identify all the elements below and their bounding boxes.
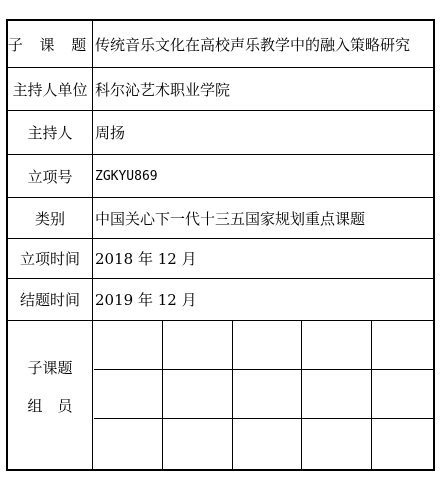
members-label xyxy=(8,321,93,469)
member-cell xyxy=(302,370,372,419)
member-cell xyxy=(302,321,372,370)
member-cell xyxy=(94,321,163,370)
host-row xyxy=(8,111,433,155)
member-cell xyxy=(94,370,163,419)
members-label-line1: 子课题 xyxy=(27,359,73,377)
members-label-line2: 组 员 xyxy=(27,397,73,415)
subtopic-value: 传统音乐文化在高校声乐教学中的融入策略研究 xyxy=(95,35,411,54)
host-label: 主持人 xyxy=(8,111,93,154)
members-grid xyxy=(94,321,433,469)
member-cell xyxy=(372,321,434,370)
approval-date-label: 立项时间 xyxy=(8,239,93,278)
project-number-row xyxy=(8,155,433,198)
completion-date-label: 结题时间 xyxy=(8,279,93,320)
member-cell xyxy=(372,370,434,419)
member-cell xyxy=(163,321,233,370)
member-cell xyxy=(302,419,372,469)
host-unit-row xyxy=(8,68,433,111)
subtopic-row xyxy=(8,21,433,68)
category-label: 类别 xyxy=(8,198,93,238)
approval-date-value: 2018 年 12 月 xyxy=(95,250,197,268)
approval-date-row xyxy=(8,239,433,279)
completion-date-value: 2019 年 12 月 xyxy=(95,291,197,309)
host-value: 周扬 xyxy=(95,124,126,142)
member-cell xyxy=(163,370,233,419)
category-value: 中国关心下一代十三五国家规划重点课题 xyxy=(95,209,366,228)
members-row xyxy=(8,321,433,469)
project-number-value: ZGKYU869 xyxy=(95,168,158,184)
member-cell xyxy=(233,370,302,419)
member-cell xyxy=(372,419,434,469)
completion-date-row xyxy=(8,279,433,321)
project-number-label: 立项号 xyxy=(8,155,93,197)
host-unit-value: 科尔沁艺术职业学院 xyxy=(95,80,231,99)
category-row xyxy=(8,198,433,239)
subtopic-label: 子 课 题 xyxy=(8,21,93,67)
member-cell xyxy=(94,419,163,469)
project-info-table xyxy=(6,19,435,471)
member-cell xyxy=(163,419,233,469)
member-cell xyxy=(233,419,302,469)
member-cell xyxy=(233,321,302,370)
host-unit-label: 主持人单位 xyxy=(8,68,93,110)
